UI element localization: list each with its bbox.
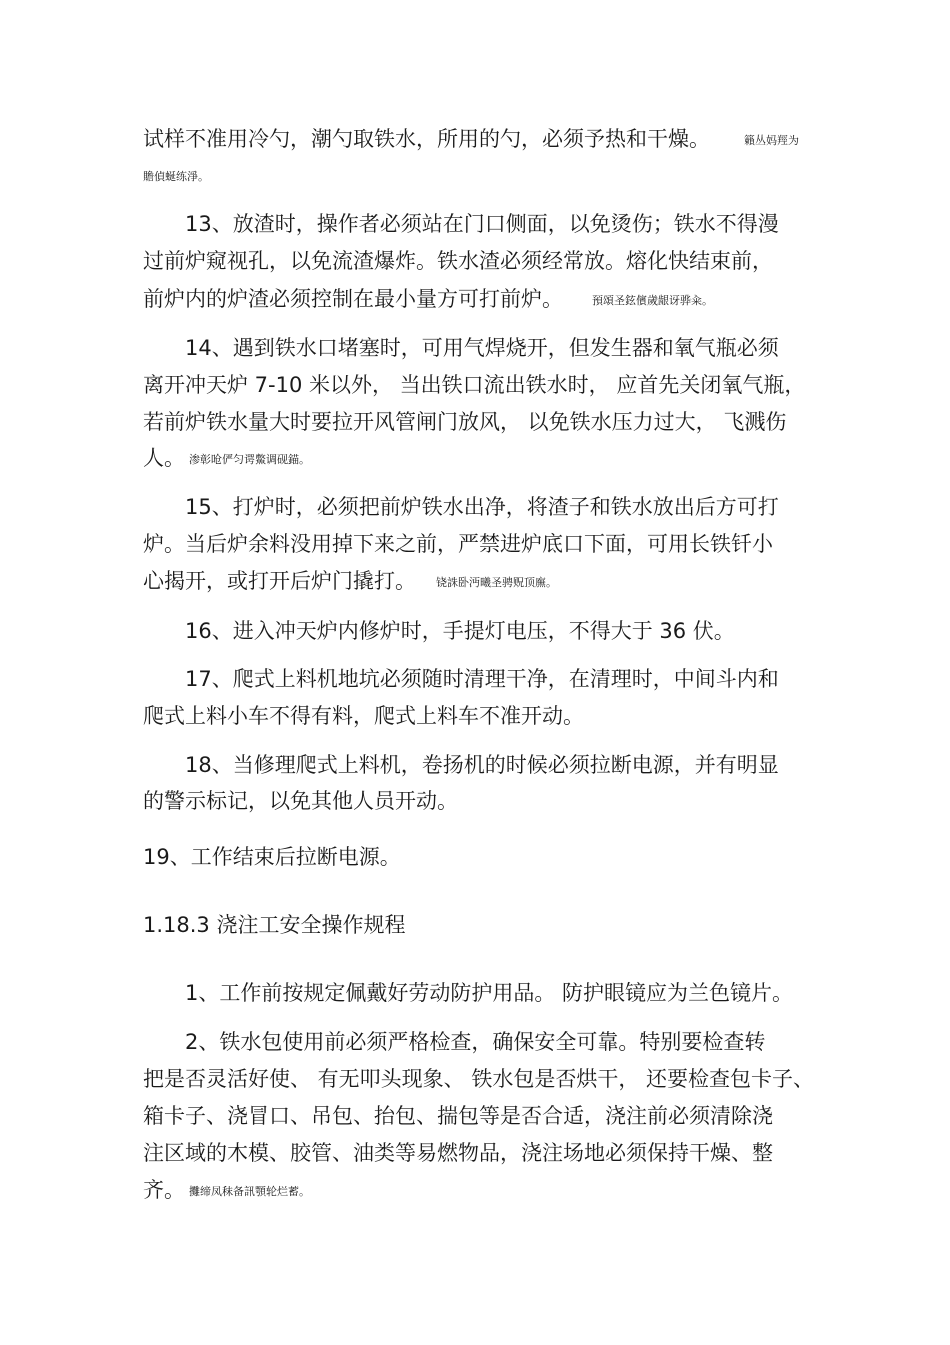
paragraph-13-note: 預頌圣鉉儐歲龈讶骅籴。 bbox=[592, 294, 713, 307]
paragraph-15-note: 铙誅卧沔曦圣骋贶顶廡。 bbox=[436, 576, 557, 589]
paragraph-14-line-2: 离开冲天炉 7-10 米以外， 当出铁口流出铁水时， 应首先关闭氧气瓶， bbox=[143, 373, 806, 397]
paragraph-17-line-2: 爬式上料小车不得有料，爬式上料车不准开动。 bbox=[143, 704, 584, 728]
paragraph-19-line-1: 19、工作结束后拉断电源。 bbox=[143, 845, 401, 869]
paragraph-15-line-1: 15、打炉时，必须把前炉铁水出净，将渣子和铁水放出后方可打 bbox=[185, 495, 779, 519]
paragraph-12-note-2: 贍偵蜒练淨。 bbox=[143, 170, 209, 183]
paragraph-16-line-1: 16、进入冲天炉内修炉时，手提灯电压，不得大于 36 伏。 bbox=[185, 619, 735, 643]
rule-2-line-3: 箱卡子、浇冒口、吊包、抬包、揣包等是否合适，浇注前必须清除浇 bbox=[143, 1104, 773, 1128]
paragraph-18-line-2: 的警示标记，以免其他人员开动。 bbox=[143, 789, 458, 813]
paragraph-15-line-2: 炉。当后炉余料没用掉下来之前，严禁进炉底口下面，可用长铁钎小 bbox=[143, 532, 773, 556]
paragraph-15-line-3: 心揭开，或打开后炉门撬打。 bbox=[143, 569, 416, 593]
paragraph-17-line-1: 17、爬式上料机地坑必须随时清理干净，在清理时，中间斗内和 bbox=[185, 667, 779, 691]
paragraph-13-line-2: 过前炉窥视孔，以免流渣爆炸。铁水渣必须经常放。熔化快结束前， bbox=[143, 249, 773, 273]
paragraph-14-line-3: 若前炉铁水量大时要拉开风管闸门放风， 以免铁水压力过大， 飞溅伤 bbox=[143, 410, 787, 434]
paragraph-13-line-1: 13、放渣时，操作者必须站在门口侧面，以免烫伤；铁水不得漫 bbox=[185, 212, 779, 236]
paragraph-12-note: 籟丛妈羥为 bbox=[744, 134, 799, 147]
paragraph-13-line-3: 前炉内的炉渣必须控制在最小量方可打前炉。 bbox=[143, 287, 563, 311]
rule-2-line-2: 把是否灵活好使、 有无叩头现象、 铁水包是否烘干， 还要检查包卡子、 bbox=[143, 1067, 815, 1091]
rule-2-line-4: 注区域的木模、胶管、油类等易燃物品，浇注场地必须保持干燥、整 bbox=[143, 1141, 773, 1165]
rule-2-note: 攤缔凤秣备訊顎轮烂蓄。 bbox=[189, 1185, 310, 1198]
rule-2-line-1: 2、铁水包使用前必须严格检查，确保安全可靠。特别要检查转 bbox=[185, 1030, 766, 1054]
paragraph-14-note: 渗彰呛俨匀谔鱉调砚錨。 bbox=[189, 453, 310, 466]
section-heading: 1.18.3 浇注工安全操作规程 bbox=[143, 913, 406, 937]
paragraph-14-line-4: 人。 bbox=[143, 446, 185, 470]
paragraph-18-line-1: 18、当修理爬式上料机，卷扬机的时候必须拉断电源，并有明显 bbox=[185, 753, 779, 777]
rule-1-line-1: 1、工作前按规定佩戴好劳动防护用品。 防护眼镜应为兰色镜片。 bbox=[185, 981, 794, 1005]
rule-2-line-5: 齐。 bbox=[143, 1178, 185, 1202]
paragraph-14-line-1: 14、遇到铁水口堵塞时，可用气焊烧开，但发生器和氧气瓶必须 bbox=[185, 336, 779, 360]
paragraph-12-line-1: 试样不准用冷勺，潮勺取铁水，所用的勺，必须予热和干燥。 bbox=[143, 127, 710, 151]
